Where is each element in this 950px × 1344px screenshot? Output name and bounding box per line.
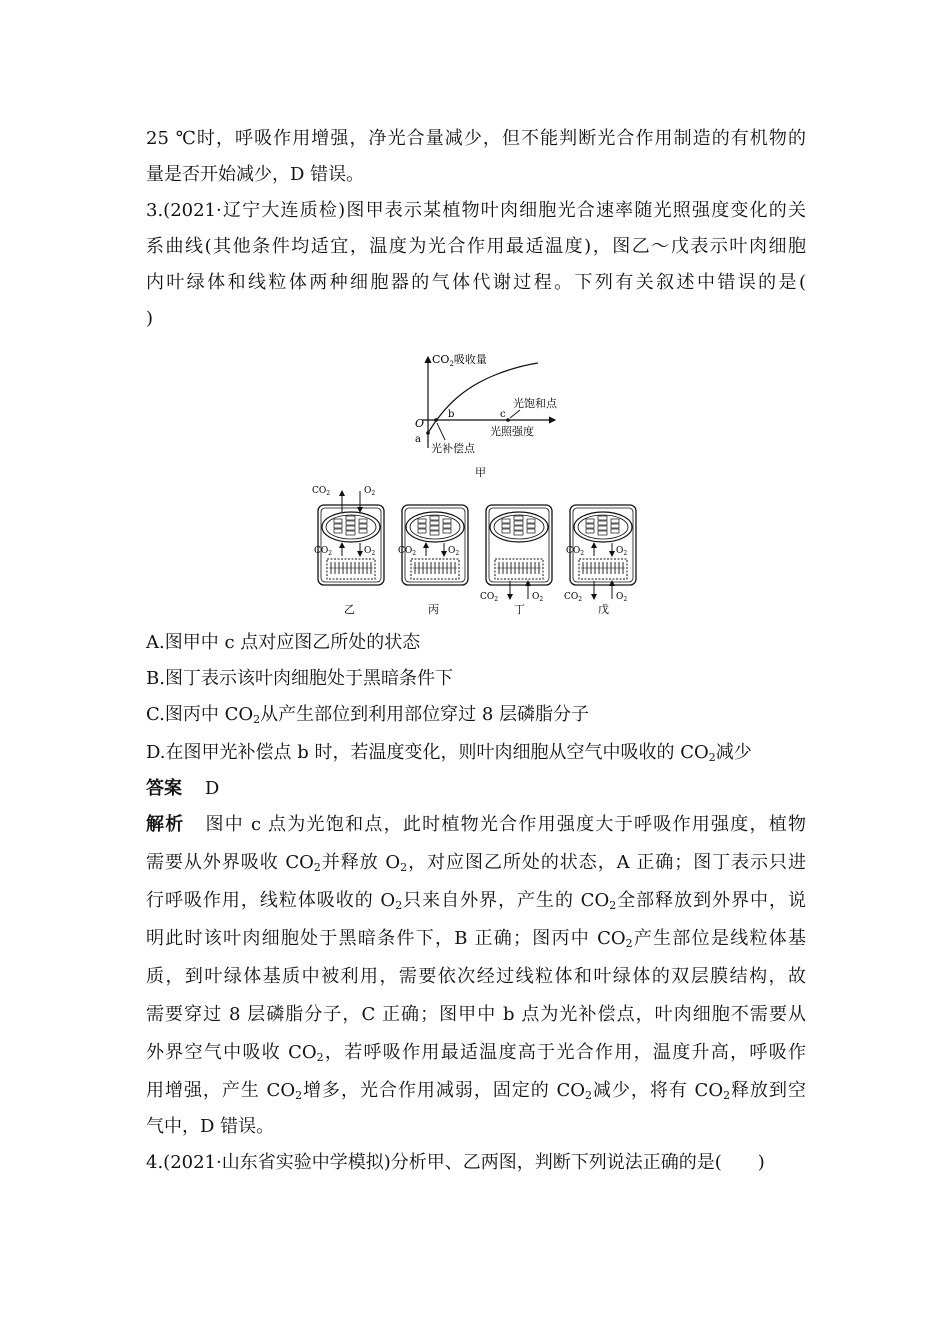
q3-option-a: A.图甲中 c 点对应图乙所处的状态	[146, 632, 421, 653]
svg-text:O2: $O_2$	[616, 546, 628, 557]
cell-yi	[312, 486, 384, 616]
x-axis-label: 光照强度	[490, 425, 534, 438]
svg-text:CO2: $CO_2$	[564, 592, 583, 603]
svg-text:O2: $O_2$	[448, 546, 460, 557]
cell-bing	[398, 505, 468, 616]
q3-stem-line-4: )	[146, 308, 154, 329]
svg-text:O2: $O_2$	[364, 486, 376, 497]
point-b-label: b	[448, 409, 455, 420]
svg-text:CO2: $CO_2$	[480, 592, 499, 603]
svg-text:CO2: $CO_2$	[314, 546, 333, 557]
prev-analysis-line-2: 量是否开始减少，D 错误。	[146, 164, 365, 185]
graph-caption-jia: 甲	[475, 466, 486, 479]
q3-analysis-line-6: 需要穿过 8 层磷脂分子，C 正确；图甲中 b 点为光补偿点，叶肉细胞不需要从	[146, 1004, 806, 1025]
saturation-pointer	[510, 410, 520, 418]
graph-jia	[415, 352, 558, 479]
answer-value: D	[204, 778, 220, 799]
q3-answer	[146, 777, 806, 801]
point-a	[426, 431, 430, 435]
compensation-point-label: 光补偿点	[431, 442, 475, 455]
point-b	[434, 418, 438, 422]
q3-option-c: C.图丙中 $CO_2$从产生部位到利用部位穿过 8 层磷脂分子	[146, 704, 590, 726]
y-axis-label: $CO_2$吸收量	[432, 353, 487, 368]
q3-analysis-line-2: 需要从外界吸收 $CO_2$并释放 $O_2$，对应图乙所处的状态，A 正确；图丁表示只进	[146, 852, 806, 874]
saturation-point-label: 光饱和点	[513, 397, 557, 410]
cell-caption-bing: 丙	[428, 603, 439, 616]
point-c-label: c	[500, 409, 506, 420]
svg-text:CO2: $CO_2$	[566, 546, 585, 557]
svg-text:CO2: $CO_2$	[312, 486, 331, 497]
cell-caption-wu: 戊	[598, 603, 609, 616]
q3-analysis-line-7: 外界空气中吸收 $CO_2$，若呼吸作用最适温度高于光合作用，温度升高，呼吸作	[146, 1042, 806, 1064]
cell-caption-ding: 丁	[514, 603, 525, 616]
svg-text:O2: $O_2$	[364, 546, 376, 557]
q3-analysis-line-9: 气中，D 错误。	[146, 1116, 275, 1137]
cell-caption-yi: 乙	[344, 603, 355, 616]
point-a-label: a	[415, 434, 421, 445]
origin-label: O	[415, 417, 425, 430]
cell-wu	[564, 505, 636, 616]
prev-analysis-line-1: 25 ℃时，呼吸作用增强，净光合量减少，但不能判断光合作用制造的有机物的	[146, 128, 806, 149]
q3-figure	[300, 345, 660, 620]
q3-option-b: B.图丁表示该叶肉细胞处于黑暗条件下	[146, 668, 453, 689]
q3-analysis-line-1: 解析 图中 c 点为光饱和点，此时植物光合作用强度大于呼吸作用强度，植物	[146, 814, 807, 835]
q3-stem-line-2: 系曲线(其他条件均适宜，温度为光合作用最适温度)，图乙～戊表示叶肉细胞	[146, 236, 806, 257]
q3-figure-svg	[300, 345, 660, 620]
q3-analysis-line-5: 质，到叶绿体基质中被利用，需要依次经过线粒体和叶绿体的双层膜结构，故	[146, 966, 806, 987]
q3-stem-line-1: 3.(2021·辽宁大连质检)图甲表示某植物叶肉细胞光合速率随光照强度变化的关	[146, 200, 806, 221]
svg-text:O2: $O_2$	[616, 592, 628, 603]
q3-analysis-line-4: 明此时该叶肉细胞处于黑暗条件下，B 正确；图丙中 $CO_2$产生部位是线粒体基	[146, 928, 807, 950]
q3-analysis-line-8: 用增强，产生 $CO_2$增多，光合作用减弱，固定的 $CO_2$减少，将有 $CO_2$释放到空	[146, 1080, 806, 1102]
svg-text:CO2: $CO_2$	[398, 546, 417, 557]
point-c	[506, 418, 510, 422]
svg-text:O2: $O_2$	[532, 592, 544, 603]
q4-stem-line-1: 4.(2021·山东省实验中学模拟)分析甲、乙两图，判断下列说法正确的是( )	[146, 1152, 765, 1173]
cell-ding	[480, 505, 552, 616]
compensation-pointer	[437, 423, 445, 440]
q3-option-d: D.在图甲光补偿点 b 时，若温度变化，则叶肉细胞从空气中吸收的 $CO_2$减少	[146, 742, 752, 764]
q3-analysis-line-3: 行呼吸作用，线粒体吸收的 $O_2$只来自外界，产生的 $CO_2$全部释放到外界中，说	[146, 890, 806, 912]
q3-stem-line-3: 内叶绿体和线粒体两种细胞器的气体代谢过程。下列有关叙述中错误的是(	[146, 272, 806, 293]
answer-label: 答案	[146, 778, 182, 799]
